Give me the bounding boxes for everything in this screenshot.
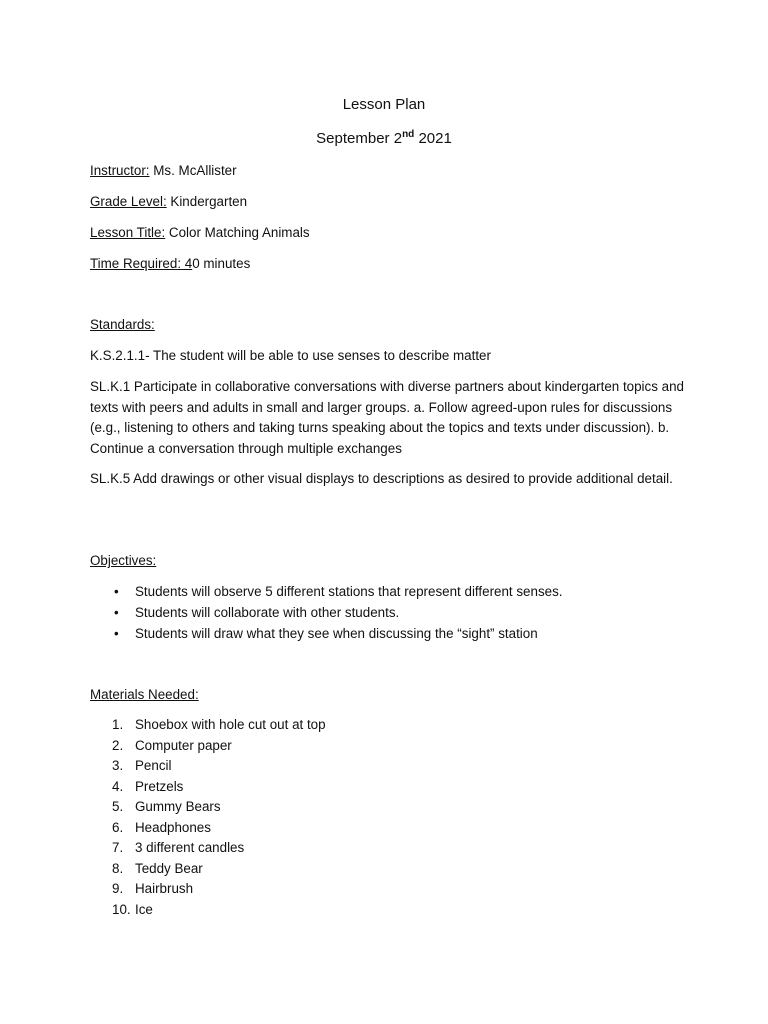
- date-superscript: nd: [402, 129, 415, 140]
- list-item-text: 3 different candles: [135, 840, 245, 855]
- list-item-text: Computer paper: [135, 737, 232, 753]
- list-item: [90, 880, 326, 901]
- list-number: 7.: [112, 840, 124, 855]
- list-item: [90, 819, 326, 840]
- field-label: Time Required: 4: [90, 256, 193, 271]
- list-item-text: Teddy Bear: [135, 860, 203, 876]
- list-item-text: Students will collaborate with other students.: [135, 605, 400, 620]
- bullet-marker: •: [114, 626, 119, 641]
- list-number: 5.: [112, 799, 124, 814]
- field-value: Color Matching Animals: [165, 225, 310, 240]
- bullet-marker: •: [114, 584, 119, 599]
- list-item: [90, 583, 563, 604]
- objectives-heading: Objectives:: [90, 553, 157, 568]
- list-item: [90, 839, 326, 860]
- list-number: 6.: [112, 819, 124, 835]
- list-item: [90, 901, 326, 922]
- document-date: [0, 130, 768, 147]
- list-item: [90, 860, 326, 881]
- list-item: [90, 737, 326, 758]
- list-item-text: Ice: [135, 901, 153, 917]
- field-lesson-title: [90, 225, 310, 240]
- list-item-text: Pretzels: [135, 778, 184, 794]
- date-suffix: 2021: [414, 130, 452, 147]
- list-item-text: Students will observe 5 different stations that represent different senses.: [135, 584, 563, 599]
- list-item-text: Pencil: [135, 758, 172, 773]
- list-item: [90, 625, 563, 646]
- list-item-text: Headphones: [135, 819, 211, 835]
- list-number: 2.: [112, 737, 124, 753]
- date-prefix: September 2: [316, 130, 403, 147]
- list-item: [90, 604, 563, 625]
- field-value: Ms. McAllister: [149, 163, 237, 178]
- list-item: [90, 778, 326, 799]
- field-value: Kindergarten: [166, 194, 248, 209]
- field-value: 0 minutes: [192, 256, 251, 271]
- materials-list: [90, 716, 326, 921]
- list-item-text: Shoebox with hole cut out at top: [135, 717, 326, 732]
- field-label: Grade Level:: [90, 194, 167, 209]
- field-label: Lesson Title:: [90, 225, 166, 240]
- list-number: 9.: [112, 881, 124, 896]
- list-number: 10.: [112, 901, 131, 917]
- standards-heading: Standards:: [90, 317, 155, 332]
- document-title: Lesson Plan: [342, 96, 426, 113]
- field-time-required: [90, 256, 250, 271]
- bullet-marker: •: [114, 605, 119, 620]
- list-number: 1.: [112, 717, 124, 732]
- list-item-text: Students will draw what they see when discussing the “sight” station: [135, 626, 538, 641]
- standard-item: K.S.2.1.1- The student will be able to use senses to describe matter: [90, 348, 491, 363]
- field-grade-level: [90, 194, 247, 209]
- list-item-text: Gummy Bears: [135, 799, 221, 814]
- list-item: [90, 798, 326, 819]
- list-item-text: Hairbrush: [135, 881, 194, 896]
- list-item: [90, 716, 326, 737]
- list-number: 8.: [112, 860, 124, 876]
- standard-item: SL.K.5 Add drawings or other visual displays to descriptions as desired to provide additional detail.: [90, 471, 673, 486]
- list-item: [90, 757, 326, 778]
- materials-heading: Materials Needed:: [90, 687, 199, 702]
- list-number: 3.: [112, 758, 124, 773]
- field-instructor: [90, 163, 237, 178]
- field-label: Instructor:: [90, 163, 150, 178]
- standard-item: SL.K.1 Participate in collaborative conversations with diverse partners about kindergarten topics and texts with peers and adults in small and larger groups. a. Follow agreed-upon rules for discussions (e.g., listening to others and taking turns speaking about the topics and texts under discussion). b. Continue a conversation through multiple exchanges: [90, 379, 684, 456]
- list-number: 4.: [112, 778, 124, 794]
- objectives-list: [90, 583, 563, 646]
